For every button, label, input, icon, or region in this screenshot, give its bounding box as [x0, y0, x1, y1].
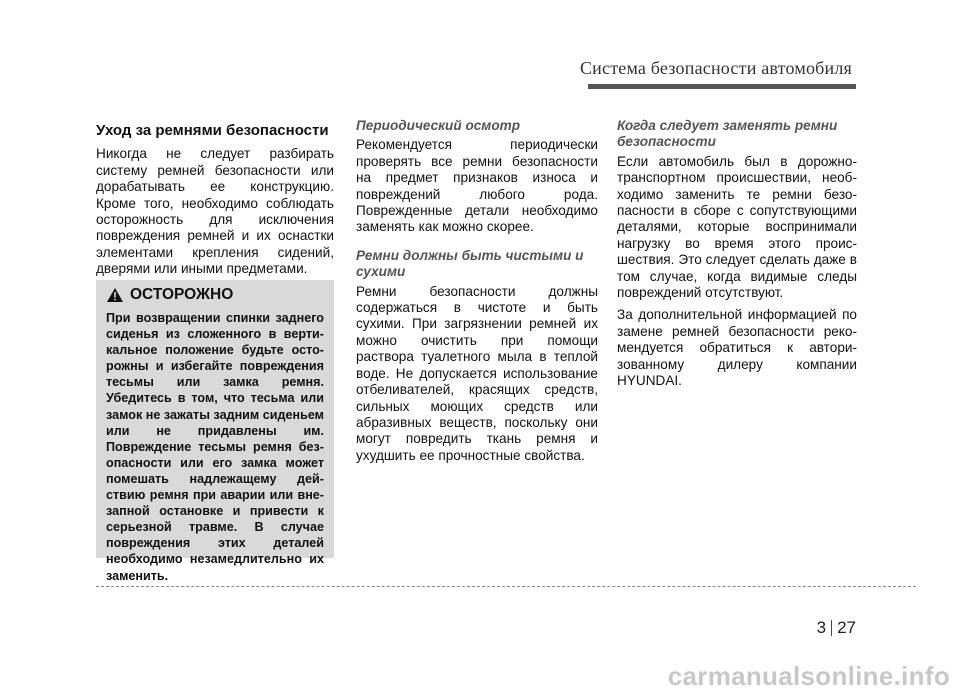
section-heading: Уход за ремнями безопасности: [96, 122, 329, 139]
page-number: [817, 618, 856, 638]
warning-box: [96, 280, 334, 583]
column-left: [96, 118, 334, 284]
paragraph-replace: Если автомобиль был в дорожно-транспортном происшествии, необ-ходимо заменить те ремни безо-пасности в сборе с сопутствующими деталями, которые воспринимали нагрузку во время этого проис-шествия. Это следует сделать даже в том случае, когда видимые следы повреждений отсутствуют.: [617, 153, 857, 301]
warning-header: [106, 286, 324, 304]
header-title: Система безопасности автомобиля: [579, 58, 852, 78]
header-rule: [588, 84, 856, 89]
warning-title: ОСТОРОЖНО: [130, 286, 234, 303]
paragraph-dealer: За дополнительной информацией по замене ремней безопасности реко-мендуется обратиться к автори-зованному дилеру компании HYUNDAI.: [617, 307, 857, 389]
footer-rule: [96, 586, 916, 587]
subheading-replace: Когда следует заменять ремни безопасности: [617, 118, 838, 150]
watermark: carmanualsonline.info: [667, 661, 950, 691]
page-number-value: 27: [837, 618, 856, 637]
chapter-number: 3: [816, 618, 827, 637]
paragraph-clean: Ремни безопасности должны содержаться в чистоте и быть сухими. При загрязнении ремней их можно очистить при помощи раствора туалетного мыла в теплой воде. Не допускается использование отбеливателей, красящих средств, сильных моющих средств или абразивных веществ, поскольку они могут повредить ткань ремня и ухудшить ее прочностные свойства.: [356, 283, 598, 463]
subheading-clean: Ремни должны быть чистыми и сухими: [356, 247, 584, 280]
section-paragraph: Никогда не следует разбирать систему ремней безопасности или дорабатывать ее конструкцию. Кроме того, необходимо соблюдать осторожность для исключения повреждения ремней и их оснастки элементами крепления сидений, дверями или иными предметами.: [96, 146, 334, 277]
column-right: [617, 118, 857, 396]
warning-triangle-icon: [106, 287, 124, 303]
paragraph-inspection: Рекомендуется периодически проверять все ремни безопасности на предмет признаков износа и повреждений любого рода. Поврежденные детали необходимо заменять как можно скорее.: [356, 137, 598, 235]
warning-text: При возвращении спинки заднего сиденья из сложенного в верти-кальное положение будьте осто-рожны и избегайте повреждения тесьмы или замка ремня. Убедитесь в том, что тесьма или замок не зажаты задним сиденьем или не придавлены им. Повреждение тесьмы ремня без-опасности или его замка может помешать надлежащему дей-ствию ремня при аварии или вне-запной остановке и привести к серьезной травме. В случае повреждения этих деталей необходимо незамедлительно их заменить.: [106, 311, 324, 583]
subheading-inspection: Периодический осмотр: [356, 118, 521, 133]
column-middle: [356, 118, 598, 470]
page-number-separator: [831, 620, 832, 636]
